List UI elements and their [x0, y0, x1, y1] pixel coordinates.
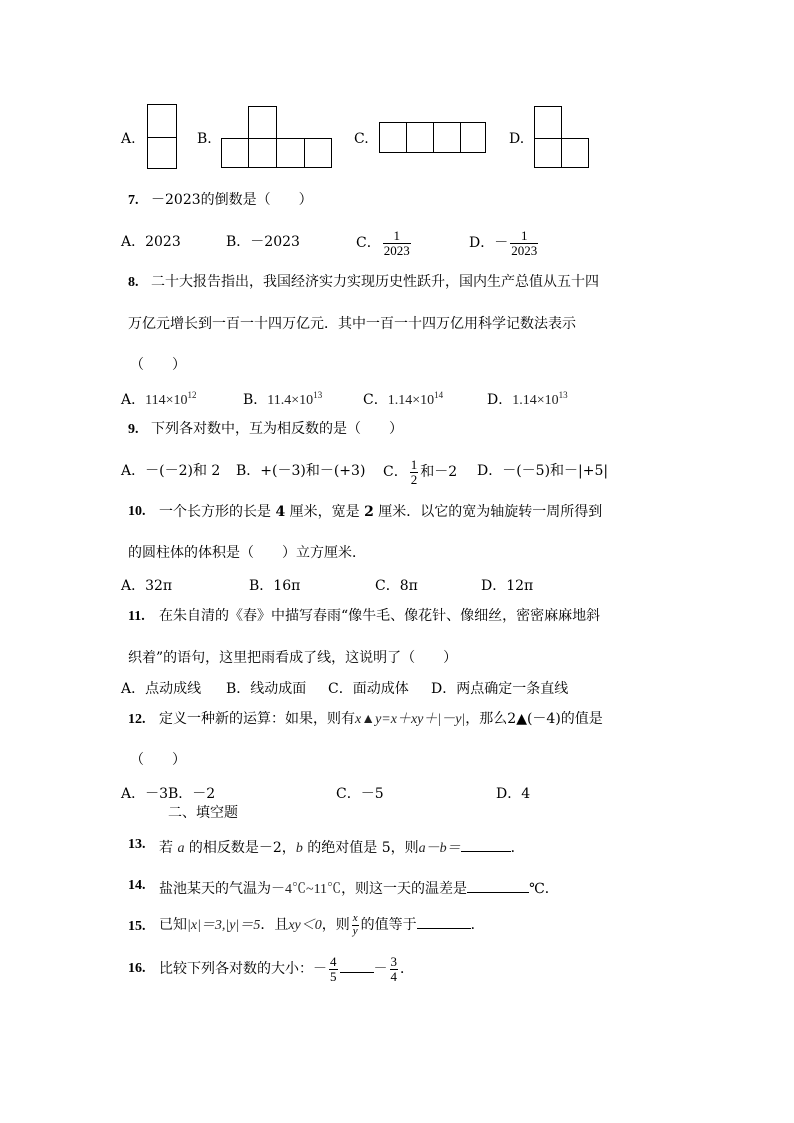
figure-label-c: C. — [354, 131, 369, 147]
question-text: 盐池某天的气温为－4℃~11℃，则这一天的温差是 ℃． — [159, 878, 559, 897]
question-number: 12. — [128, 712, 146, 727]
question-text-line1: 在朱自清的《春》中描写春雨“像牛毛、像花针、像细丝，密密麻麻地斜 — [159, 608, 601, 624]
option-b: B．线动成面 — [226, 681, 307, 697]
option-d: D．12π — [481, 578, 534, 594]
figure-label-a: A. — [121, 131, 136, 147]
question-text: 已知|x|＝3,|y|＝5．且xy＜0，则 $\frac{x}{y}$ 的值等于 ． — [159, 912, 485, 937]
question-text: 若 a 的相反数是－2，b 的绝对值是 5，则a－b＝ ． — [159, 837, 525, 856]
question-text-line2: 的圆柱体的体积是（ ）立方厘米． — [128, 545, 366, 561]
answer-blank[interactable] — [417, 914, 471, 929]
question-number: 8. — [128, 275, 139, 290]
option-c: C． $\frac{1}{2023}$ — [356, 228, 410, 258]
question-number: 16. — [128, 961, 146, 976]
option-a: A．$114\times 10^{12}$ — [121, 390, 197, 408]
question-text-line2: 万亿元增长到一百一十四万亿元．其中一百一十四万亿用科学记数法表示 — [128, 316, 576, 332]
option-c: C．$1.14\times 10^{14}$ — [363, 390, 444, 408]
option-c: C．面动成体 — [328, 681, 409, 697]
option-d: D．两点确定一条直线 — [431, 681, 569, 697]
option-b: B．$11.4\times 10^{13}$ — [243, 390, 323, 408]
figure-label-b: B. — [197, 131, 212, 147]
question-number: 9. — [128, 422, 139, 437]
option-c: C． $\frac{1}{2}$ 和－2 — [383, 457, 458, 487]
question-text-line2: 织着”的语句，这里把雨看成了线，这说明了（ ） — [128, 650, 458, 666]
section-title: 二、填空题 — [168, 805, 238, 821]
option-b: B．16π — [249, 578, 301, 594]
question-text: 比较下列各对数的大小：－ $\frac{4}{5}$ － $\frac{3}{4}$ ． — [159, 954, 414, 984]
option-c: C．8π — [375, 578, 418, 594]
question-text: －2023的倒数是（ ） — [151, 192, 313, 208]
question-text-line1: 二十大报告指出，我国经济实力实现历史性跃升，国内生产总值从五十四 — [151, 274, 599, 290]
option-b: B．－2023 — [226, 234, 300, 250]
question-text: 下列各对数中，互为相反数的是（ ） — [151, 421, 403, 437]
option-d: D．－(－5)和－|+5| — [477, 463, 609, 479]
option-c: C．－5 — [336, 786, 384, 802]
option-d: D．－ $\frac{1}{2023}$ — [469, 228, 538, 258]
question-number: 10. — [128, 504, 146, 519]
option-a: A．－(－2)和 2 — [121, 463, 221, 479]
option-b: B．+(－3)和－(+3) — [236, 463, 366, 479]
option-d: D．4 — [496, 786, 531, 802]
question-number: 14. — [128, 878, 146, 893]
answer-parentheses: （ ） — [130, 357, 186, 373]
answer-blank[interactable] — [467, 878, 529, 893]
question-number: 11. — [128, 609, 145, 624]
answer-blank[interactable] — [461, 837, 511, 852]
question-number: 7. — [128, 193, 139, 208]
question-text-line1: 一个长方形的长是 4 厘米，宽是 2 厘米．以它的宽为轴旋转一周所得到 — [159, 504, 603, 520]
option-ab: A．－3B．－2 — [121, 786, 216, 802]
answer-parentheses: （ ） — [130, 752, 186, 768]
figure-label-d: D. — [509, 131, 525, 147]
question-text: 定义一种新的运算：如果，则有x▲y=x＋xy＋|－y|，那么2▲(－4)的值是 — [159, 711, 603, 727]
option-a: A．32π — [121, 578, 173, 594]
option-a: A．点动成线 — [121, 681, 202, 697]
option-a: A．2023 — [121, 234, 181, 250]
question-number: 15. — [128, 919, 146, 934]
question-number: 13. — [128, 837, 146, 852]
option-d: D．$1.14\times 10^{13}$ — [487, 390, 568, 408]
answer-blank[interactable] — [340, 958, 374, 973]
